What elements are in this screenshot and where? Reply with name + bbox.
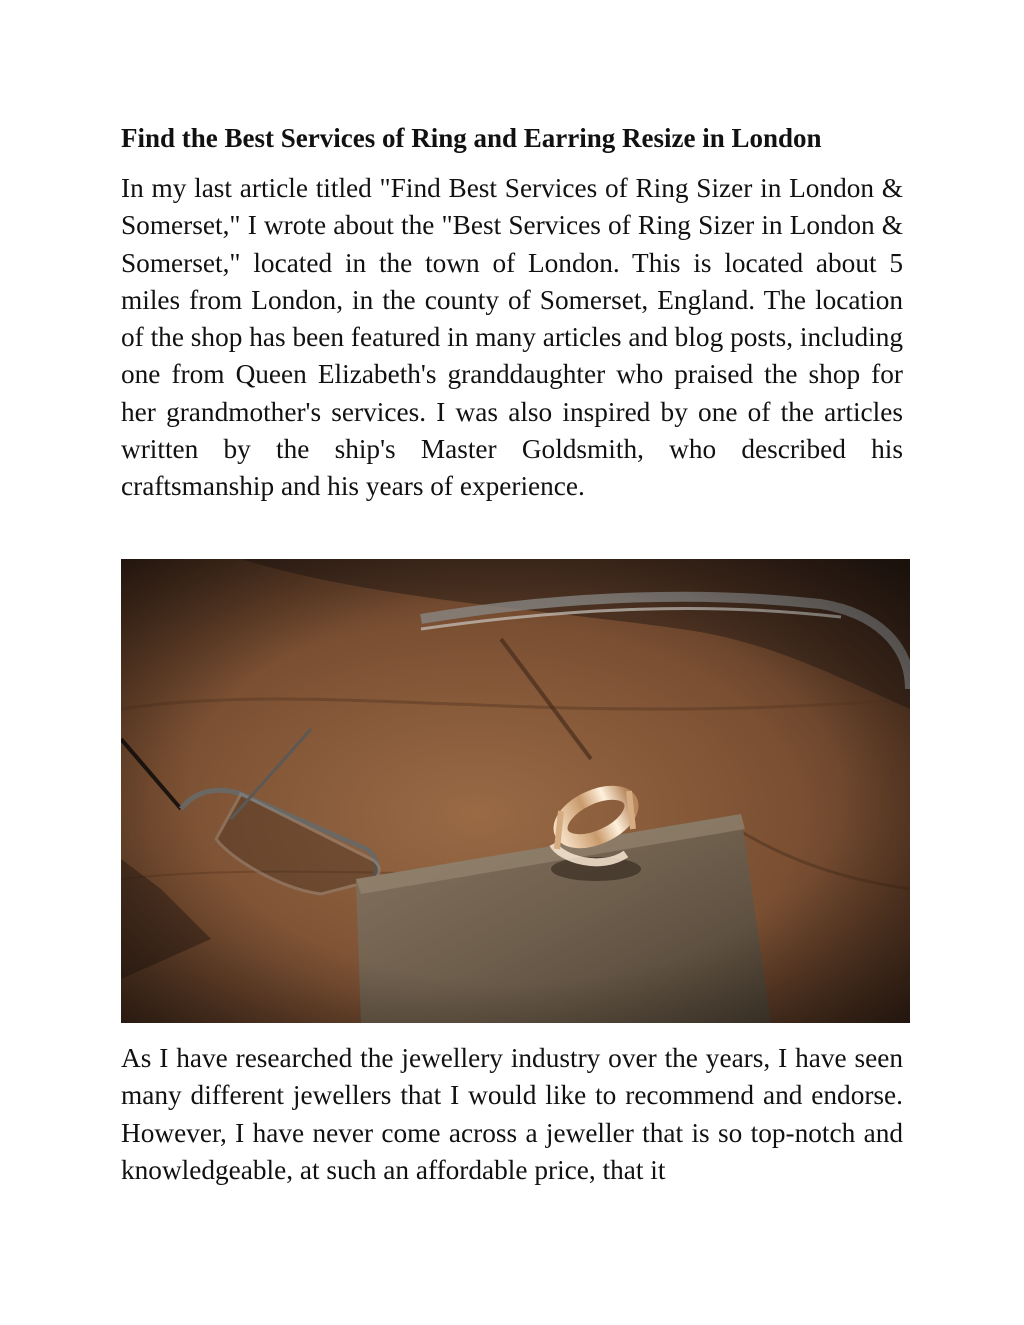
- page-title: Find the Best Services of Ring and Earring Resize in London: [121, 123, 822, 153]
- ring-photo-illustration: [121, 559, 910, 1023]
- ring-photo: [121, 559, 910, 1023]
- second-paragraph: As I have researched the jewellery industry over the years, I have seen many different jewellers that I would like to recommend and endorse. However, I have never come across a jeweller that is so top-notch and knowledgeable, at such an affordable price, that it: [121, 1043, 903, 1185]
- intro-paragraph: In my last article titled "Find Best Services of Ring Sizer in London & Somerset," I wrote about the "Best Services of Ring Sizer in London & Somerset," located in the town of London. This is located about 5 miles from London, in the county of Somerset, England. The location of the shop has been featured in many articles and blog posts, including one from Queen Elizabeth's granddaughter who praised the shop for her grandmother's services. I was also inspired by one of the articles written by the ship's Master Goldsmith, who described his craftsmanship and his years of experience.: [121, 173, 903, 502]
